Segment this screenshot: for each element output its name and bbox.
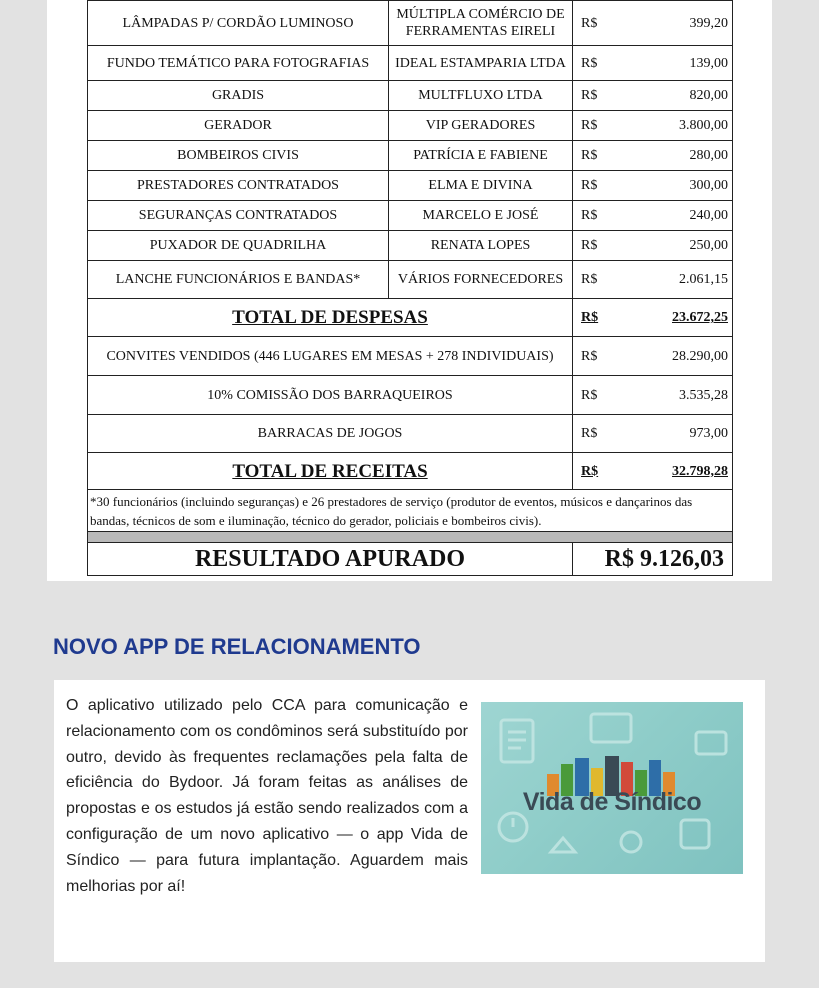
expense-currency: R$ xyxy=(573,81,623,111)
expense-item: PUXADOR DE QUADRILHA xyxy=(88,231,389,261)
totals-and-revenues xyxy=(88,299,733,576)
expense-currency: R$ xyxy=(573,46,623,81)
expense-row xyxy=(88,171,733,201)
result-value: R$ 9.126,03 xyxy=(573,543,733,576)
expense-row xyxy=(88,231,733,261)
separator-row xyxy=(88,532,733,543)
financial-table xyxy=(87,0,733,576)
expense-supplier: MULTFLUXO LTDA xyxy=(389,81,573,111)
section-title: NOVO APP DE RELACIONAMENTO xyxy=(53,634,421,659)
expense-currency: R$ xyxy=(573,231,623,261)
result-label: RESULTADO APURADO xyxy=(88,543,573,576)
vida-de-sindico-image xyxy=(481,702,743,874)
article-body: O aplicativo utilizado pelo CCA para comunicação e relacionamento com os condôminos será substituído por outro, devido às frequentes reclamações pela falta de eficiência do Bydoor. Já foram feitas as análises de propostas e os estudos já estão sendo realizados com a configuração de um novo aplicativo — o app Vida de Síndico — para futura implantação. Aguardem mais melhorias por aí! xyxy=(66,697,468,895)
total-expenses-label: TOTAL DE DESPESAS xyxy=(88,299,573,337)
revenue-item: BARRACAS DE JOGOS xyxy=(88,415,573,453)
expense-value: 139,00 xyxy=(623,46,733,81)
expense-supplier: VIP GERADORES xyxy=(389,111,573,141)
expense-supplier: RENATA LOPES xyxy=(389,231,573,261)
expense-row xyxy=(88,81,733,111)
vida-de-sindico-logo-text: Vida de Síndico xyxy=(522,788,702,816)
expense-supplier: VÁRIOS FORNECEDORES xyxy=(389,261,573,299)
gray-separator xyxy=(88,532,733,543)
revenue-value: 28.290,00 xyxy=(623,337,733,376)
revenue-item: CONVITES VENDIDOS (446 LUGARES EM MESAS + 278 INDIVIDUAIS) xyxy=(88,337,573,376)
expense-value: 280,00 xyxy=(623,141,733,171)
expense-value: 250,00 xyxy=(623,231,733,261)
expense-item: LÂMPADAS P/ CORDÃO LUMINOSO xyxy=(88,1,389,46)
result-row xyxy=(88,543,733,576)
expense-value: 820,00 xyxy=(623,81,733,111)
total-expenses-currency: R$ xyxy=(573,299,623,337)
expense-supplier: MÚLTIPLA COMÉRCIO DE FERRAMENTAS EIRELI xyxy=(389,1,573,46)
revenue-currency: R$ xyxy=(573,376,623,415)
expense-item: LANCHE FUNCIONÁRIOS E BANDAS* xyxy=(88,261,389,299)
revenue-currency: R$ xyxy=(573,415,623,453)
total-revenues-currency: R$ xyxy=(573,453,623,490)
expense-currency: R$ xyxy=(573,171,623,201)
expense-item: FUNDO TEMÁTICO PARA FOTOGRAFIAS xyxy=(88,46,389,81)
total-expenses-row xyxy=(88,299,733,337)
revenue-item: 10% COMISSÃO DOS BARRAQUEIROS xyxy=(88,376,573,415)
expense-currency: R$ xyxy=(573,201,623,231)
expense-value: 3.800,00 xyxy=(623,111,733,141)
revenue-row xyxy=(88,415,733,453)
expense-item: GERADOR xyxy=(88,111,389,141)
footnote: *30 funcionários (incluindo seguranças) e 26 prestadores de serviço (produtor de eventos, músicos e dançarinos das bandas, técnicos de som e iluminação, técnico do gerador, policiais e bombeiros civis). xyxy=(88,490,733,532)
expense-row xyxy=(88,261,733,299)
expense-item: BOMBEIROS CIVIS xyxy=(88,141,389,171)
expense-rows xyxy=(88,1,733,299)
expense-row xyxy=(88,111,733,141)
article-card xyxy=(54,680,765,962)
revenue-currency: R$ xyxy=(573,337,623,376)
expense-value: 300,00 xyxy=(623,171,733,201)
expense-row xyxy=(88,46,733,81)
expense-supplier: PATRÍCIA E FABIENE xyxy=(389,141,573,171)
expense-item: GRADIS xyxy=(88,81,389,111)
expense-supplier: ELMA E DIVINA xyxy=(389,171,573,201)
expense-currency: R$ xyxy=(573,111,623,141)
total-revenues-value: 32.798,28 xyxy=(623,453,733,490)
expense-supplier: IDEAL ESTAMPARIA LTDA xyxy=(389,46,573,81)
expense-value: 2.061,15 xyxy=(623,261,733,299)
total-revenues-row xyxy=(88,453,733,490)
expense-currency: R$ xyxy=(573,261,623,299)
expense-row xyxy=(88,1,733,46)
footnote-row xyxy=(88,490,733,532)
revenue-row xyxy=(88,337,733,376)
expense-value: 240,00 xyxy=(623,201,733,231)
revenue-value: 973,00 xyxy=(623,415,733,453)
expense-value: 399,20 xyxy=(623,1,733,46)
revenue-row xyxy=(88,376,733,415)
expense-supplier: MARCELO E JOSÉ xyxy=(389,201,573,231)
expense-currency: R$ xyxy=(573,141,623,171)
expense-row xyxy=(88,201,733,231)
total-revenues-label: TOTAL DE RECEITAS xyxy=(88,453,573,490)
expense-item: PRESTADORES CONTRATADOS xyxy=(88,171,389,201)
expense-currency: R$ xyxy=(573,1,623,46)
revenue-value: 3.535,28 xyxy=(623,376,733,415)
total-expenses-value: 23.672,25 xyxy=(623,299,733,337)
expense-item: SEGURANÇAS CONTRATADOS xyxy=(88,201,389,231)
expense-row xyxy=(88,141,733,171)
